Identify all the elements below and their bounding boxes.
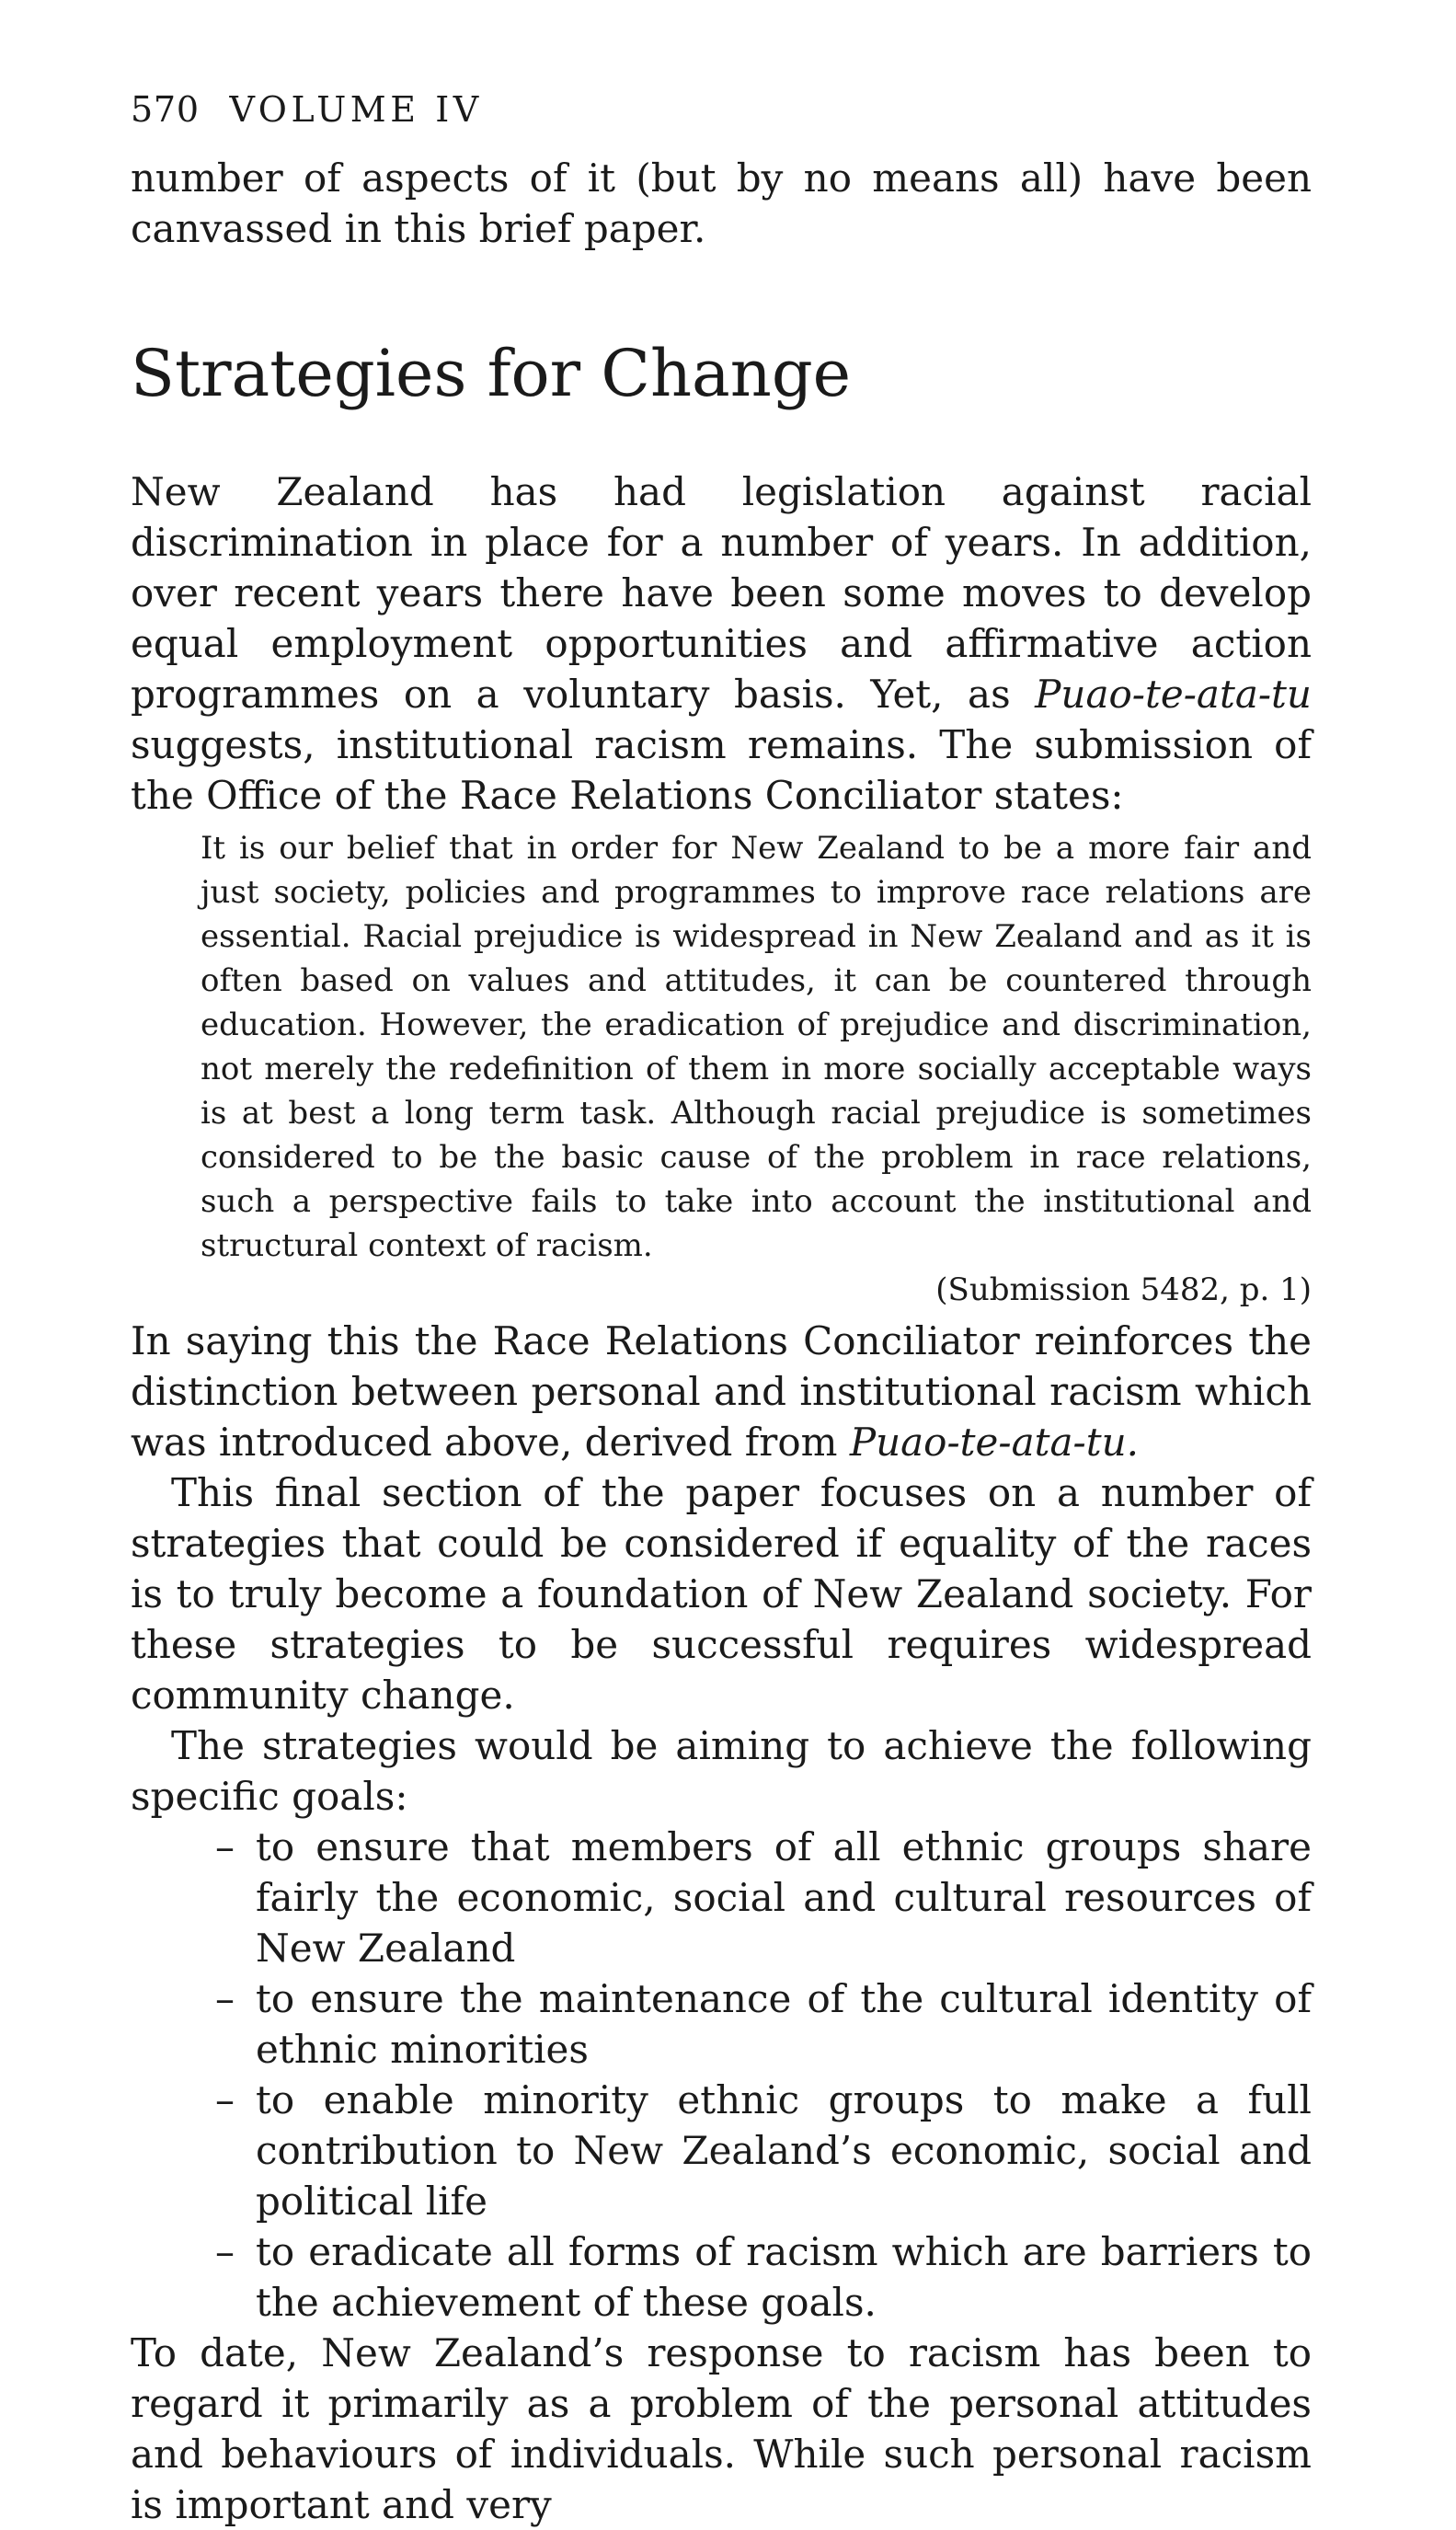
paragraph-conciliator: [131, 1316, 1312, 1467]
paragraph-final-section: This final section of the paper focuses on a number of strategies that could be considered if equality of the races is to truly become a foundation of New Zealand society. For these strategies to be successful requires widespread community change.: [131, 1470, 1312, 1718]
goal-text: to eradicate all forms of racism which are barriers to the achievement of these goals.: [256, 2229, 1312, 2325]
dash-bullet: –: [215, 1976, 235, 2021]
goal-text: to enable minority ethnic groups to make a full contribution to New Zealand’s economic, social and political life: [256, 2077, 1312, 2224]
dash-bullet: –: [215, 1824, 235, 1869]
quote-citation: (Submission 5482, p. 1): [935, 1271, 1312, 1308]
goal-item: [215, 1973, 1312, 2075]
goal-text: to ensure that members of all ethnic groups share fairly the economic, social and cultural resources of New Zealand: [256, 1824, 1312, 1971]
volume-label: VOLUME IV: [229, 89, 483, 130]
goal-item: [215, 2075, 1312, 2226]
paragraph-legislation: [131, 466, 1312, 821]
dash-bullet: –: [215, 2229, 235, 2274]
running-head: [131, 89, 1312, 130]
paragraph-legislation-text-2: suggests, institutional racism remains. The submission of the Office of the Race Relations Conciliator states:: [131, 722, 1312, 818]
block-quote: It is our belief that in order for New Zealand to be a more fair and just society, policies and programmes to improve race relations are essential. Racial prejudice is widespread in New Zealand and as it is often based on values and attitudes, it can be countered through education. However, the eradication of prejudice and discrimination, not merely the redefinition of them in more socially acceptable ways is at best a long term task. Although racial prejudice is sometimes considered to be the basic cause of the problem in race relations, such a perspective fails to take into account the institutional and structural context of racism.: [201, 830, 1312, 1264]
page-number: 570: [131, 89, 200, 130]
paragraph-response: To date, New Zealand’s response to racism has been to regard it primarily as a problem of the personal attitudes and behaviours of individuals. While such personal racism is important and very: [131, 2330, 1312, 2527]
paragraph-conciliator-italic: Puao-te-ata-tu.: [849, 1420, 1140, 1465]
paragraph-legislation-italic: Puao-te-ata-tu: [1035, 672, 1312, 717]
paragraph-legislation-text-1: New Zealand has had legislation against racial discrimination in place for a number of years. In addition, over recent years there have been some moves to develop equal employment opportunities and affirmative action programmes on a voluntary basis. Yet, as: [131, 469, 1312, 717]
section-heading: Strategies for Change: [131, 336, 852, 411]
goal-item: [215, 1822, 1312, 1973]
paragraph-goals-intro: The strategies would be aiming to achieve the following specific goals:: [131, 1723, 1312, 1819]
goal-text: to ensure the maintenance of the cultural identity of ethnic minorities: [256, 1976, 1312, 2072]
dash-bullet: –: [215, 2077, 235, 2122]
document-page: [131, 89, 1312, 2530]
goals-list: [131, 1822, 1312, 2328]
intro-paragraph: number of aspects of it (but by no means all) have been canvassed in this brief paper.: [131, 155, 1312, 251]
paragraph-conciliator-text: In saying this the Race Relations Conciliator reinforces the distinction between personal and institutional racism which was introduced above, derived from: [131, 1318, 1312, 1465]
goal-item: [215, 2226, 1312, 2328]
